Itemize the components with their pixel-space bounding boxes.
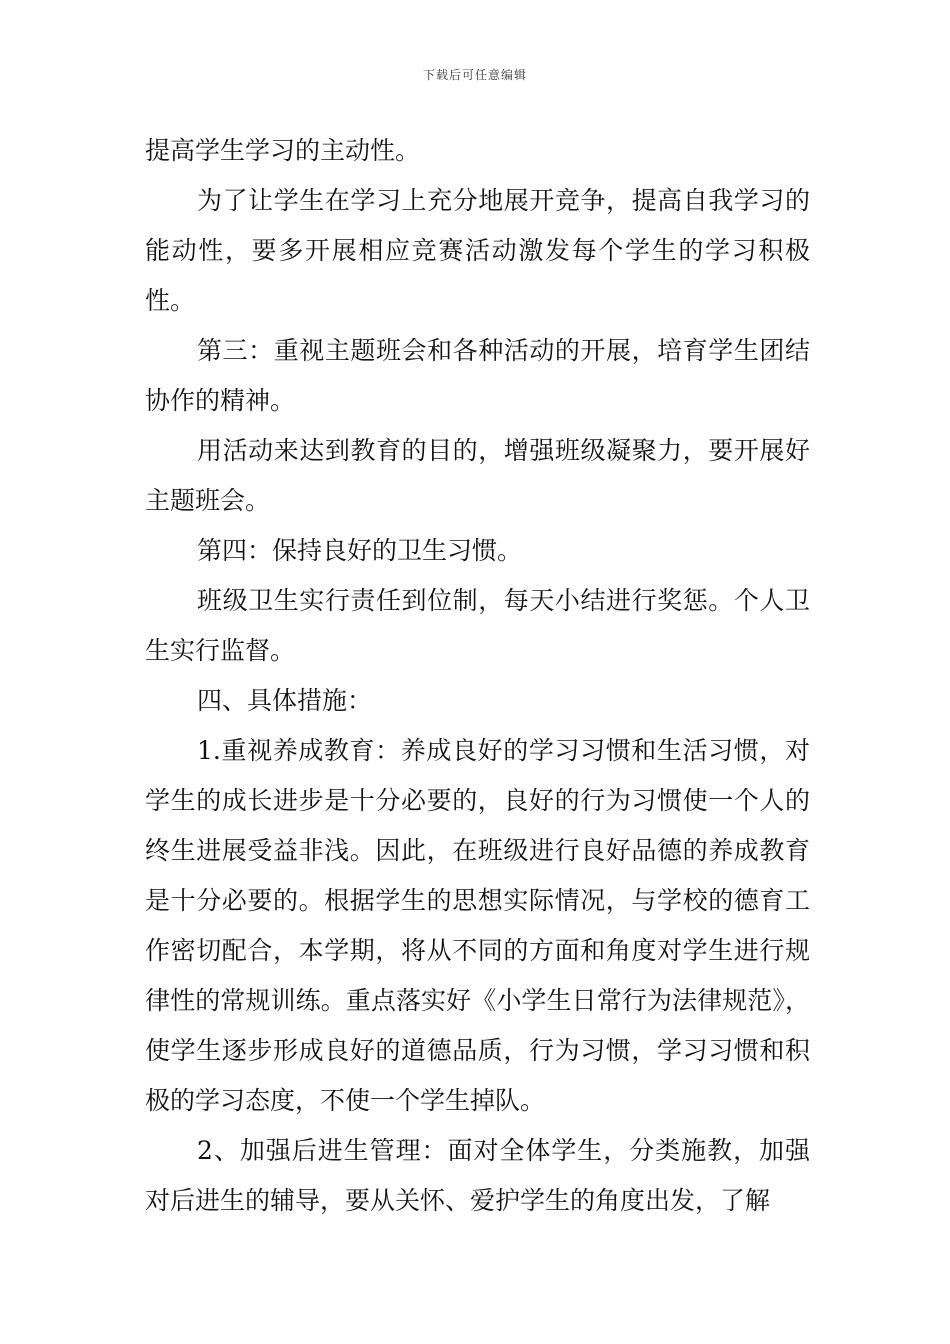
page-header: 下载后可任意编辑 bbox=[422, 68, 527, 82]
paragraph-item-1: 1.重视养成教育：养成良好的学习习惯和生活习惯，对学生的成长进步是十分必要的，良好的行为习惯使一个人的终生进展受益非浅。因此，在班级进行良好品德的养成教育是十分必要的。根据学生的思想实际情况，与学校的德育工作密切配合，本学期，将从不同的方面和角度对学生进行规律性的常规训练。重点落实好《小学生日常行为法律规范》，使学生逐步形成良好的道德品质，行为习惯，学习习惯和积极的学习态度，不使一个学生掉队。 bbox=[145, 736, 810, 1115]
section-heading-measures: 四、具体措施： bbox=[197, 686, 373, 715]
section-heading-fourth: 第四：保持良好的卫生习惯。 bbox=[197, 536, 523, 565]
paragraph-continuation: 提高学生学习的主动性。 bbox=[145, 136, 421, 165]
paragraph: 班级卫生实行责任到位制，每天小结进行奖惩。个人卫生实行监督。 bbox=[145, 586, 810, 665]
section-heading-third: 第三：重视主题班会和各种活动的开展，培育学生团结协作的精神。 bbox=[145, 336, 810, 415]
paragraph: 用活动来达到教育的目的，增强班级凝聚力，要开展好主题班会。 bbox=[145, 436, 810, 515]
paragraph-item-2: 2、加强后进生管理：面对全体学生，分类施教，加强对后进生的辅导，要从关怀、爱护学生的角度出发，了解 bbox=[145, 1136, 810, 1215]
document-body bbox=[145, 126, 810, 1226]
paragraph: 为了让学生在学习上充分地展开竞争，提高自我学习的能动性，要多开展相应竞赛活动激发每个学生的学习积极性。 bbox=[145, 186, 810, 315]
